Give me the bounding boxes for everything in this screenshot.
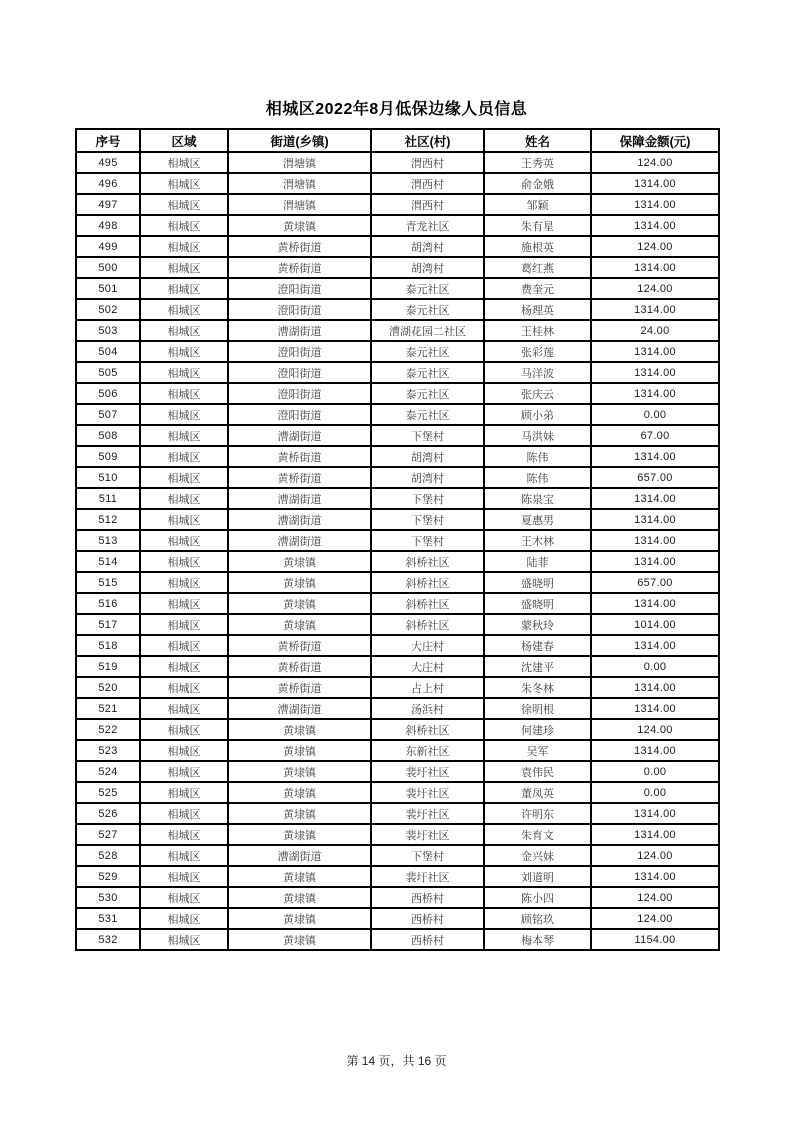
cell-community: 渭西村 xyxy=(371,152,484,173)
cell-serial: 516 xyxy=(76,593,140,614)
cell-region: 相城区 xyxy=(140,719,228,740)
cell-amount: 1314.00 xyxy=(591,446,719,467)
column-header-amount: 保障金额(元) xyxy=(591,129,719,152)
table-row xyxy=(76,551,719,572)
cell-name: 吴军 xyxy=(484,740,591,761)
cell-amount: 124.00 xyxy=(591,719,719,740)
cell-amount: 657.00 xyxy=(591,572,719,593)
cell-serial: 525 xyxy=(76,782,140,803)
cell-serial: 518 xyxy=(76,635,140,656)
cell-street: 黄埭镇 xyxy=(228,866,371,887)
cell-serial: 512 xyxy=(76,509,140,530)
cell-community: 西桥村 xyxy=(371,929,484,950)
cell-region: 相城区 xyxy=(140,845,228,866)
cell-amount: 24.00 xyxy=(591,320,719,341)
table-row xyxy=(76,593,719,614)
cell-community: 青龙社区 xyxy=(371,215,484,236)
cell-region: 相城区 xyxy=(140,740,228,761)
cell-serial: 523 xyxy=(76,740,140,761)
cell-amount: 1154.00 xyxy=(591,929,719,950)
cell-street: 黄桥街道 xyxy=(228,677,371,698)
table-row xyxy=(76,341,719,362)
cell-street: 黄埭镇 xyxy=(228,215,371,236)
cell-region: 相城区 xyxy=(140,635,228,656)
cell-serial: 514 xyxy=(76,551,140,572)
column-header-community: 社区(村) xyxy=(371,129,484,152)
table-row xyxy=(76,320,719,341)
cell-serial: 511 xyxy=(76,488,140,509)
cell-street: 漕湖街道 xyxy=(228,530,371,551)
cell-region: 相城区 xyxy=(140,152,228,173)
cell-community: 泰元社区 xyxy=(371,341,484,362)
cell-community: 泰元社区 xyxy=(371,383,484,404)
cell-street: 澄阳街道 xyxy=(228,362,371,383)
cell-name: 徐明根 xyxy=(484,698,591,719)
cell-amount: 1314.00 xyxy=(591,866,719,887)
cell-region: 相城区 xyxy=(140,362,228,383)
cell-name: 朱冬林 xyxy=(484,677,591,698)
cell-community: 胡湾村 xyxy=(371,236,484,257)
cell-name: 董凤英 xyxy=(484,782,591,803)
cell-community: 下堡村 xyxy=(371,530,484,551)
cell-community: 渭西村 xyxy=(371,173,484,194)
cell-region: 相城区 xyxy=(140,929,228,950)
table-body xyxy=(76,152,719,950)
table-row xyxy=(76,656,719,677)
cell-name: 陆菲 xyxy=(484,551,591,572)
cell-community: 裴圩社区 xyxy=(371,782,484,803)
table-header-row xyxy=(76,129,719,152)
cell-community: 泰元社区 xyxy=(371,404,484,425)
table-row xyxy=(76,236,719,257)
cell-name: 梅本琴 xyxy=(484,929,591,950)
cell-name: 杨建春 xyxy=(484,635,591,656)
cell-amount: 1314.00 xyxy=(591,194,719,215)
cell-region: 相城区 xyxy=(140,194,228,215)
cell-region: 相城区 xyxy=(140,236,228,257)
cell-serial: 506 xyxy=(76,383,140,404)
cell-amount: 124.00 xyxy=(591,845,719,866)
cell-amount: 1314.00 xyxy=(591,509,719,530)
cell-serial: 509 xyxy=(76,446,140,467)
cell-name: 邹颖 xyxy=(484,194,591,215)
cell-street: 黄埭镇 xyxy=(228,551,371,572)
table-row xyxy=(76,614,719,635)
cell-amount: 124.00 xyxy=(591,908,719,929)
cell-name: 马洪妹 xyxy=(484,425,591,446)
table-row xyxy=(76,530,719,551)
page-title: 相城区2022年8月低保边缘人员信息 xyxy=(265,101,528,118)
cell-serial: 510 xyxy=(76,467,140,488)
cell-serial: 530 xyxy=(76,887,140,908)
cell-name: 盛晓明 xyxy=(484,593,591,614)
cell-amount: 0.00 xyxy=(591,656,719,677)
cell-region: 相城区 xyxy=(140,530,228,551)
cell-serial: 529 xyxy=(76,866,140,887)
cell-region: 相城区 xyxy=(140,551,228,572)
cell-serial: 524 xyxy=(76,761,140,782)
cell-name: 陈伟 xyxy=(484,446,591,467)
cell-street: 黄桥街道 xyxy=(228,446,371,467)
cell-name: 金兴妹 xyxy=(484,845,591,866)
cell-name: 陈泉宝 xyxy=(484,488,591,509)
cell-serial: 495 xyxy=(76,152,140,173)
cell-amount: 124.00 xyxy=(591,887,719,908)
cell-street: 漕湖街道 xyxy=(228,698,371,719)
table-row xyxy=(76,803,719,824)
cell-street: 黄埭镇 xyxy=(228,740,371,761)
cell-region: 相城区 xyxy=(140,866,228,887)
cell-serial: 528 xyxy=(76,845,140,866)
table-row xyxy=(76,845,719,866)
cell-serial: 532 xyxy=(76,929,140,950)
table-row xyxy=(76,698,719,719)
cell-community: 下堡村 xyxy=(371,425,484,446)
cell-serial: 521 xyxy=(76,698,140,719)
table-row xyxy=(76,488,719,509)
cell-street: 渭塘镇 xyxy=(228,194,371,215)
cell-street: 黄桥街道 xyxy=(228,656,371,677)
table-row xyxy=(76,635,719,656)
cell-name: 葛红燕 xyxy=(484,257,591,278)
cell-street: 黄埭镇 xyxy=(228,824,371,845)
cell-street: 黄埭镇 xyxy=(228,572,371,593)
cell-serial: 517 xyxy=(76,614,140,635)
table-row xyxy=(76,677,719,698)
table-row xyxy=(76,929,719,950)
cell-street: 澄阳街道 xyxy=(228,299,371,320)
cell-region: 相城区 xyxy=(140,425,228,446)
cell-community: 裴圩社区 xyxy=(371,761,484,782)
table-row xyxy=(76,509,719,530)
cell-region: 相城区 xyxy=(140,404,228,425)
cell-amount: 1314.00 xyxy=(591,677,719,698)
cell-street: 黄埭镇 xyxy=(228,614,371,635)
cell-street: 漕湖街道 xyxy=(228,509,371,530)
table-row xyxy=(76,257,719,278)
cell-name: 顾小弟 xyxy=(484,404,591,425)
cell-region: 相城区 xyxy=(140,215,228,236)
cell-region: 相城区 xyxy=(140,446,228,467)
cell-region: 相城区 xyxy=(140,614,228,635)
cell-community: 西桥村 xyxy=(371,908,484,929)
cell-street: 漕湖街道 xyxy=(228,425,371,446)
cell-street: 漕湖街道 xyxy=(228,320,371,341)
cell-region: 相城区 xyxy=(140,803,228,824)
cell-name: 朱有星 xyxy=(484,215,591,236)
cell-community: 泰元社区 xyxy=(371,362,484,383)
cell-name: 袁伟民 xyxy=(484,761,591,782)
cell-street: 黄桥街道 xyxy=(228,467,371,488)
cell-amount: 1314.00 xyxy=(591,824,719,845)
cell-serial: 520 xyxy=(76,677,140,698)
cell-community: 斜桥社区 xyxy=(371,551,484,572)
cell-amount: 1314.00 xyxy=(591,635,719,656)
cell-community: 东新社区 xyxy=(371,740,484,761)
cell-street: 黄埭镇 xyxy=(228,782,371,803)
cell-name: 何建珍 xyxy=(484,719,591,740)
cell-serial: 522 xyxy=(76,719,140,740)
table-row xyxy=(76,362,719,383)
cell-name: 朱育文 xyxy=(484,824,591,845)
cell-name: 杨理英 xyxy=(484,299,591,320)
cell-serial: 508 xyxy=(76,425,140,446)
cell-name: 夏惠男 xyxy=(484,509,591,530)
cell-serial: 526 xyxy=(76,803,140,824)
cell-region: 相城区 xyxy=(140,383,228,404)
table-row xyxy=(76,467,719,488)
table-row xyxy=(76,887,719,908)
cell-region: 相城区 xyxy=(140,572,228,593)
cell-amount: 67.00 xyxy=(591,425,719,446)
cell-region: 相城区 xyxy=(140,467,228,488)
table-header xyxy=(76,129,719,152)
cell-amount: 1314.00 xyxy=(591,362,719,383)
cell-name: 顾铭玖 xyxy=(484,908,591,929)
cell-serial: 531 xyxy=(76,908,140,929)
cell-name: 陈伟 xyxy=(484,467,591,488)
cell-serial: 519 xyxy=(76,656,140,677)
cell-street: 黄桥街道 xyxy=(228,257,371,278)
cell-community: 渭西村 xyxy=(371,194,484,215)
cell-serial: 498 xyxy=(76,215,140,236)
cell-community: 裴圩社区 xyxy=(371,803,484,824)
cell-community: 胡湾村 xyxy=(371,467,484,488)
cell-name: 刘道明 xyxy=(484,866,591,887)
records-table xyxy=(75,128,720,951)
table-row xyxy=(76,173,719,194)
cell-community: 下堡村 xyxy=(371,845,484,866)
cell-serial: 513 xyxy=(76,530,140,551)
table-row xyxy=(76,782,719,803)
table-row xyxy=(76,572,719,593)
cell-community: 下堡村 xyxy=(371,488,484,509)
cell-amount: 1014.00 xyxy=(591,614,719,635)
cell-community: 泰元社区 xyxy=(371,278,484,299)
cell-community: 漕湖花园二社区 xyxy=(371,320,484,341)
table-row xyxy=(76,404,719,425)
cell-street: 黄埭镇 xyxy=(228,803,371,824)
cell-name: 沈建平 xyxy=(484,656,591,677)
cell-region: 相城区 xyxy=(140,887,228,908)
cell-region: 相城区 xyxy=(140,908,228,929)
cell-region: 相城区 xyxy=(140,656,228,677)
cell-community: 斜桥社区 xyxy=(371,572,484,593)
cell-community: 汤浜村 xyxy=(371,698,484,719)
cell-amount: 1314.00 xyxy=(591,593,719,614)
cell-amount: 124.00 xyxy=(591,236,719,257)
cell-amount: 1314.00 xyxy=(591,341,719,362)
cell-community: 泰元社区 xyxy=(371,299,484,320)
table-row xyxy=(76,425,719,446)
cell-community: 西桥村 xyxy=(371,887,484,908)
cell-serial: 496 xyxy=(76,173,140,194)
cell-amount: 657.00 xyxy=(591,467,719,488)
cell-serial: 497 xyxy=(76,194,140,215)
cell-street: 黄埭镇 xyxy=(228,593,371,614)
cell-serial: 501 xyxy=(76,278,140,299)
cell-street: 澄阳街道 xyxy=(228,341,371,362)
cell-street: 漕湖街道 xyxy=(228,488,371,509)
cell-street: 漕湖街道 xyxy=(228,845,371,866)
cell-region: 相城区 xyxy=(140,593,228,614)
cell-name: 许明东 xyxy=(484,803,591,824)
cell-name: 俞金娥 xyxy=(484,173,591,194)
cell-region: 相城区 xyxy=(140,677,228,698)
cell-region: 相城区 xyxy=(140,299,228,320)
cell-region: 相城区 xyxy=(140,509,228,530)
cell-amount: 0.00 xyxy=(591,761,719,782)
cell-serial: 499 xyxy=(76,236,140,257)
cell-amount: 1314.00 xyxy=(591,383,719,404)
cell-street: 黄桥街道 xyxy=(228,635,371,656)
cell-community: 斜桥社区 xyxy=(371,614,484,635)
cell-name: 王木林 xyxy=(484,530,591,551)
cell-community: 大庄村 xyxy=(371,656,484,677)
cell-community: 占上村 xyxy=(371,677,484,698)
cell-community: 胡湾村 xyxy=(371,257,484,278)
cell-serial: 500 xyxy=(76,257,140,278)
cell-name: 张彩莲 xyxy=(484,341,591,362)
cell-amount: 1314.00 xyxy=(591,257,719,278)
cell-street: 黄埭镇 xyxy=(228,908,371,929)
cell-street: 渭塘镇 xyxy=(228,173,371,194)
table-row xyxy=(76,824,719,845)
cell-serial: 503 xyxy=(76,320,140,341)
cell-amount: 0.00 xyxy=(591,782,719,803)
cell-amount: 1314.00 xyxy=(591,530,719,551)
cell-name: 王秀英 xyxy=(484,152,591,173)
cell-community: 胡湾村 xyxy=(371,446,484,467)
cell-region: 相城区 xyxy=(140,341,228,362)
cell-serial: 527 xyxy=(76,824,140,845)
table-row xyxy=(76,152,719,173)
cell-amount: 1314.00 xyxy=(591,299,719,320)
cell-region: 相城区 xyxy=(140,278,228,299)
cell-name: 盛晓明 xyxy=(484,572,591,593)
cell-street: 黄埭镇 xyxy=(228,761,371,782)
table-row xyxy=(76,299,719,320)
table-row xyxy=(76,446,719,467)
cell-street: 黄桥街道 xyxy=(228,236,371,257)
cell-community: 下堡村 xyxy=(371,509,484,530)
cell-street: 黄埭镇 xyxy=(228,929,371,950)
cell-amount: 1314.00 xyxy=(591,740,719,761)
table-row xyxy=(76,194,719,215)
cell-name: 王桂林 xyxy=(484,320,591,341)
cell-serial: 502 xyxy=(76,299,140,320)
cell-region: 相城区 xyxy=(140,824,228,845)
cell-region: 相城区 xyxy=(140,320,228,341)
cell-serial: 505 xyxy=(76,362,140,383)
cell-amount: 1314.00 xyxy=(591,488,719,509)
cell-street: 黄埭镇 xyxy=(228,719,371,740)
cell-amount: 124.00 xyxy=(591,278,719,299)
cell-street: 黄埭镇 xyxy=(228,887,371,908)
cell-region: 相城区 xyxy=(140,698,228,719)
cell-serial: 515 xyxy=(76,572,140,593)
cell-amount: 0.00 xyxy=(591,404,719,425)
table-row xyxy=(76,740,719,761)
page-number: 第 14 页，共 16 页 xyxy=(346,1054,447,1068)
table-row xyxy=(76,908,719,929)
table-row xyxy=(76,278,719,299)
cell-amount: 124.00 xyxy=(591,152,719,173)
cell-amount: 1314.00 xyxy=(591,551,719,572)
cell-region: 相城区 xyxy=(140,488,228,509)
column-header-name: 姓名 xyxy=(484,129,591,152)
column-header-region: 区域 xyxy=(140,129,228,152)
cell-community: 裴圩社区 xyxy=(371,824,484,845)
cell-amount: 1314.00 xyxy=(591,803,719,824)
cell-community: 斜桥社区 xyxy=(371,719,484,740)
column-header-street: 街道(乡镇) xyxy=(228,129,371,152)
cell-community: 裴圩社区 xyxy=(371,866,484,887)
cell-street: 澄阳街道 xyxy=(228,383,371,404)
cell-serial: 507 xyxy=(76,404,140,425)
cell-serial: 504 xyxy=(76,341,140,362)
cell-community: 斜桥社区 xyxy=(371,593,484,614)
cell-amount: 1314.00 xyxy=(591,215,719,236)
cell-name: 蒙秋玲 xyxy=(484,614,591,635)
column-header-serial: 序号 xyxy=(76,129,140,152)
cell-region: 相城区 xyxy=(140,173,228,194)
cell-region: 相城区 xyxy=(140,761,228,782)
cell-region: 相城区 xyxy=(140,257,228,278)
cell-amount: 1314.00 xyxy=(591,698,719,719)
cell-street: 渭塘镇 xyxy=(228,152,371,173)
cell-name: 陈小四 xyxy=(484,887,591,908)
cell-name: 费奎元 xyxy=(484,278,591,299)
table-row xyxy=(76,761,719,782)
cell-street: 澄阳街道 xyxy=(228,278,371,299)
table-row xyxy=(76,866,719,887)
table-row xyxy=(76,383,719,404)
table-row xyxy=(76,719,719,740)
table-row xyxy=(76,215,719,236)
cell-name: 张庆云 xyxy=(484,383,591,404)
cell-community: 大庄村 xyxy=(371,635,484,656)
cell-name: 施根英 xyxy=(484,236,591,257)
cell-name: 马洋波 xyxy=(484,362,591,383)
cell-amount: 1314.00 xyxy=(591,173,719,194)
cell-street: 澄阳街道 xyxy=(228,404,371,425)
cell-region: 相城区 xyxy=(140,782,228,803)
